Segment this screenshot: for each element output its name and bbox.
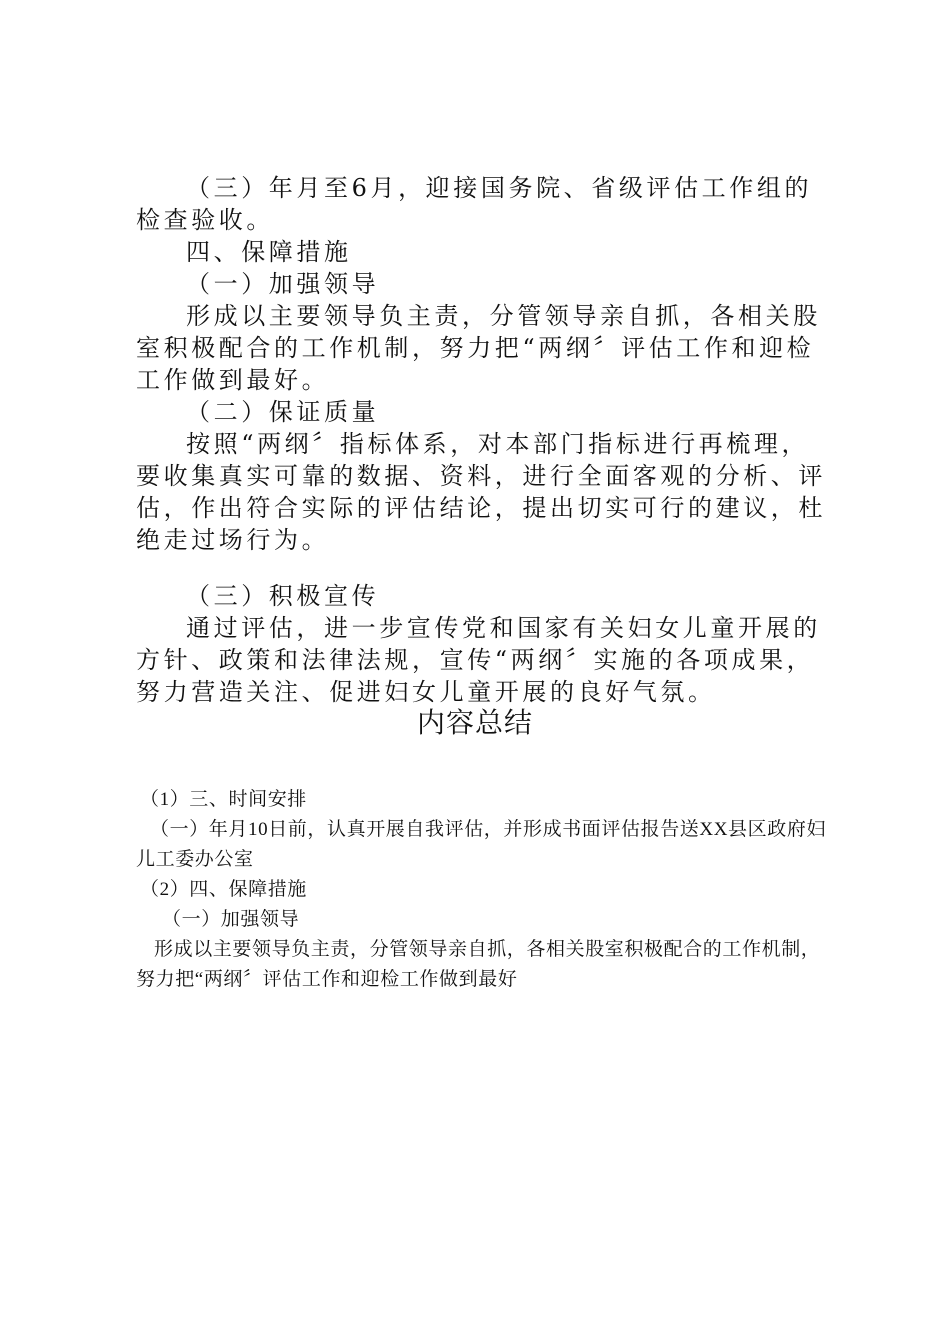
paragraph-quality: 按照“两纲〞指标体系，对本部门指标进行再梳理，要收集真实可靠的数据、资料，进行全面客观的分析、评估，作出符合实际的评估结论，提出切实可行的建议，杜绝走过场行为。 [136,430,826,554]
subheading-ensure-quality: （二）保证质量 [186,398,380,426]
paragraph-leadership: 形成以主要领导负主责，分管领导亲自抓，各相关股室积极配合的工作机制，努力把“两纲〞评估工作和迎检工作做到最好。 [136,302,821,394]
document-body [136,172,826,708]
summary-item: （一）年月10日前，认真开展自我评估，并形成书面评估报告送XX县区政府妇儿工委办公室 [136,819,827,870]
summary-title: 内容总结 [416,706,533,739]
summary-item: （一）加强领导 [162,909,300,930]
subheading-strengthen-leadership: （一）加强领导 [186,270,380,298]
summary-item: （1）三、时间安排 [140,789,307,810]
summary-item: （2）四、保障措施 [140,879,307,900]
summary-section [136,785,836,995]
subheading-active-publicity: （三）积极宣传 [186,582,380,610]
heading-safeguard-measures: 四、保障措施 [186,238,352,266]
paragraph-inspection: （三）年月至6月，迎接国务院、省级评估工作组的检查验收。 [136,174,813,234]
summary-item: 形成以主要领导负主责，分管领导亲自抓，各相关股室积极配合的工作机制，努力把“两纲〞评估工作和迎检工作做到最好 [136,939,821,990]
paragraph-publicity: 通过评估，进一步宣传党和国家有关妇女儿童开展的方针、政策和法律法规，宣传“两纲〞实施的各项成果，努力营造关注、促进妇女儿童开展的良好气氛。 [136,614,821,706]
